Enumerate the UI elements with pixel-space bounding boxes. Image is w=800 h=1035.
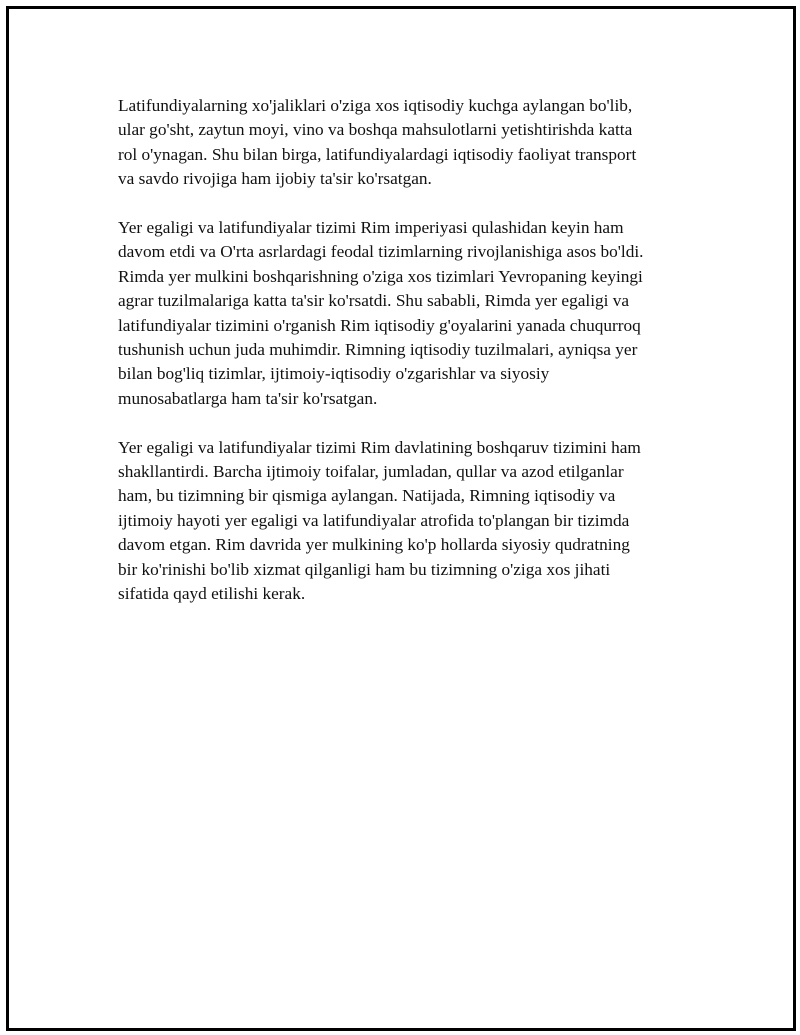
text-line: rol o'ynagan. Shu bilan birga, latifundiyalardagi iqtisodiy faoliyat transport (118, 144, 637, 164)
text-line: tushunish uchun juda muhimdir. Rimning iqtisodiy tuzilmalari, ayniqsa yer (118, 340, 638, 360)
text-line: Latifundiyalarning xo'jaliklari o'ziga xos iqtisodiy kuchga aylangan bo'lib, (118, 96, 633, 115)
text-line: davom etgan. Rim davrida yer mulkining ko'p hollarda siyosiy qudratning (118, 535, 630, 555)
text-line: latifundiyalar tizimini o'rganish Rim iqtisodiy g'oyalarini yanada chuqurroq (118, 315, 641, 335)
text-line: shakllantirdi. Barcha ijtimoiy toifalar, jumladan, qullar va azod etilganlar (118, 462, 624, 482)
text-line: Yer egaligi va latifundiyalar tizimi Rim imperiyasi qulashidan keyin ham (118, 218, 624, 238)
paragraph-2 (118, 216, 688, 411)
paragraph-1 (118, 94, 688, 192)
document-body (118, 94, 688, 631)
text-line: ijtimoiy hayoti yer egaligi va latifundiyalar atrofida to'plangan bir tizimda (118, 510, 630, 530)
text-line: Yer egaligi va latifundiyalar tizimi Rim davlatining boshqaruv tizimini ham (118, 437, 641, 457)
text-line: ham, bu tizimning bir qismiga aylangan. Natijada, Rimning iqtisodiy va (118, 486, 616, 506)
text-line: agrar tuzilmalariga katta ta'sir ko'rsatdi. Shu sababli, Rimda yer egaligi va (118, 291, 630, 311)
text-line: ular go'sht, zaytun moyi, vino va boshqa mahsulotlarni yetishtirishda katta (118, 120, 633, 140)
text-line: va savdo rivojiga ham ijobiy ta'sir ko'rsatgan. (118, 169, 432, 189)
text-line: sifatida qayd etilishi kerak. (118, 584, 306, 604)
text-line: munosabatlarga ham ta'sir ko'rsatgan. (118, 388, 378, 408)
text-line: davom etdi va O'rta asrlardagi feodal tizimlarning rivojlanishiga asos bo'ldi. (118, 242, 644, 262)
text-line: Rimda yer mulkini boshqarishning o'ziga xos tizimlari Yevropaning keyingi (118, 266, 643, 286)
text-line: bir ko'rinishi bo'lib xizmat qilganligi ham bu tizimning o'ziga xos jihati (118, 559, 611, 579)
paragraph-3 (118, 436, 688, 607)
text-line: bilan bog'liq tizimlar, ijtimoiy-iqtisodiy o'zgarishlar va siyosiy (118, 364, 550, 384)
